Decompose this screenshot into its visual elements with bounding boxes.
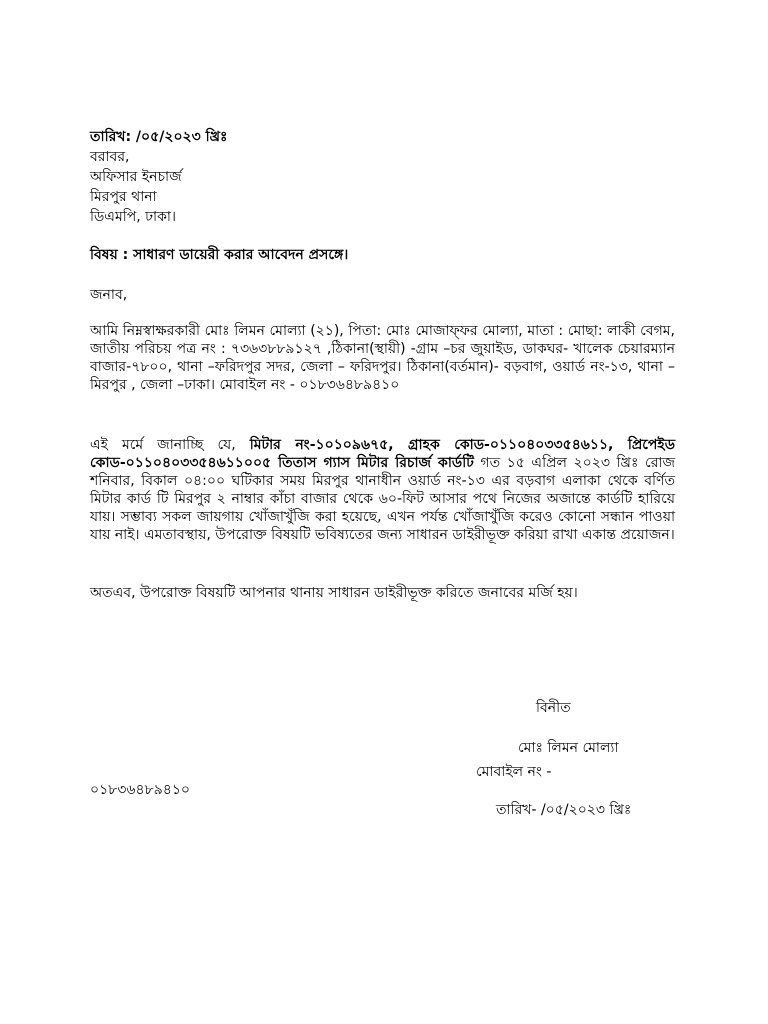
intro-text: আমি নিম্নস্বাক্ষরকারী মোঃ লিমন মোল্যা (২১), পিতা: মোঃ মোজাফ্ফর মোল্যা, মাতা : মোছা: লাকী বেগম, জাতীয় পরিচয় পত্র নং : ৭৩৬৩৮৮৯১২৭ ,ঠিকানা(স্থায়ী) -গ্রাম –চর জুয়াইড, ডাকঘর- খালেক চেয়ারম্যান বাজার-৭৮০০, থানা –ফরিদপুর সদর, জেলা – ফরিদপুর। ঠিকানা(বর্তমান)- বড়বাগ, ওয়ার্ড নং-১৩, থানা – মিরপুর , জেলা –ঢাকা। মোবাইল নং - ০১৮৩৬৪৮৯৪১০ bbox=[90, 323, 675, 393]
body-paragraph bbox=[90, 436, 675, 544]
date-line: তারিখ: /০৫/২০২৩ খ্রিঃ bbox=[90, 129, 228, 145]
body-prefix: এই মর্মে জানাচ্ছি যে, bbox=[90, 437, 250, 453]
recipient-line: বরাবর, bbox=[90, 149, 130, 165]
recipient-line: ডিএমপি, ঢাকা। bbox=[90, 209, 176, 225]
mobile-label: মোবাইল নং - bbox=[476, 764, 552, 780]
signer-name: মোঃ লিমন মোল্যা bbox=[518, 740, 619, 756]
intro-paragraph bbox=[90, 322, 675, 394]
signature-date-line: তারিখ- /০৫/২০২৩ খ্রিঃ bbox=[496, 802, 632, 818]
body-suffix: গত ১৫ এপ্রিল ২০২৩ খ্রিঃ রোজ শনিবার, বিকাল ০৪:০০ ঘটিকার সময় মিরপুর থানাধীন ওয়ার্ড নং-১৩ এর বড়বাগ এলাকা থেকে বর্ণিত মিটার কার্ড টি মিরপুর ২ নাম্বার কাঁচা বাজার থেকে ৬০-ফিট আসার পথে নিজের অজান্তে কার্ডটি হারিয়ে যায়। সম্ভাব্য সকল জায়গায় খোঁজাখুঁজি করা হয়েছে, এখন পর্যন্ত খোঁজাখুঁজি করেও কোনো সন্ধান পাওয়া যায় নাই। এমতাবস্থায়, উপরোক্ত বিষয়টি ভবিষ্যতের জন্য সাধারন ডাইরীভূক্ত করিয়া রাখা একান্ত প্রয়োজন। bbox=[90, 455, 675, 543]
closing-paragraph bbox=[90, 584, 675, 602]
recipient-line: অফিসার ইনচার্জ bbox=[90, 169, 182, 185]
salutation: জনাব, bbox=[90, 287, 128, 303]
recipient-line: মিরপুর থানা bbox=[90, 189, 157, 205]
mobile-number: ০১৮৩৬৪৮৯৪১০ bbox=[90, 782, 191, 798]
body-bold-part: মিটার নং-১০১০৯৬৭৫, গ্রাহক কোড-০১১০৪০৩৩৫৪৬১১, প্রিপেইড কোড-০১১০৪০৩৩৫৪৬১১০০৫ তিতাস গ্যাস মিটার রিচার্জ কার্ডটি bbox=[90, 437, 675, 471]
sign-off: বিনীত bbox=[536, 700, 571, 716]
closing-text: অতএব, উপরোক্ত বিষয়টি আপনার থানায় সাধারন ডাইরীভূক্ত করিতে জনাবের মর্জি হয়। bbox=[90, 585, 578, 601]
subject-line: বিষয় : সাধারণ ডায়েরী করার আবেদন প্রসঙ্গে। bbox=[90, 247, 349, 263]
